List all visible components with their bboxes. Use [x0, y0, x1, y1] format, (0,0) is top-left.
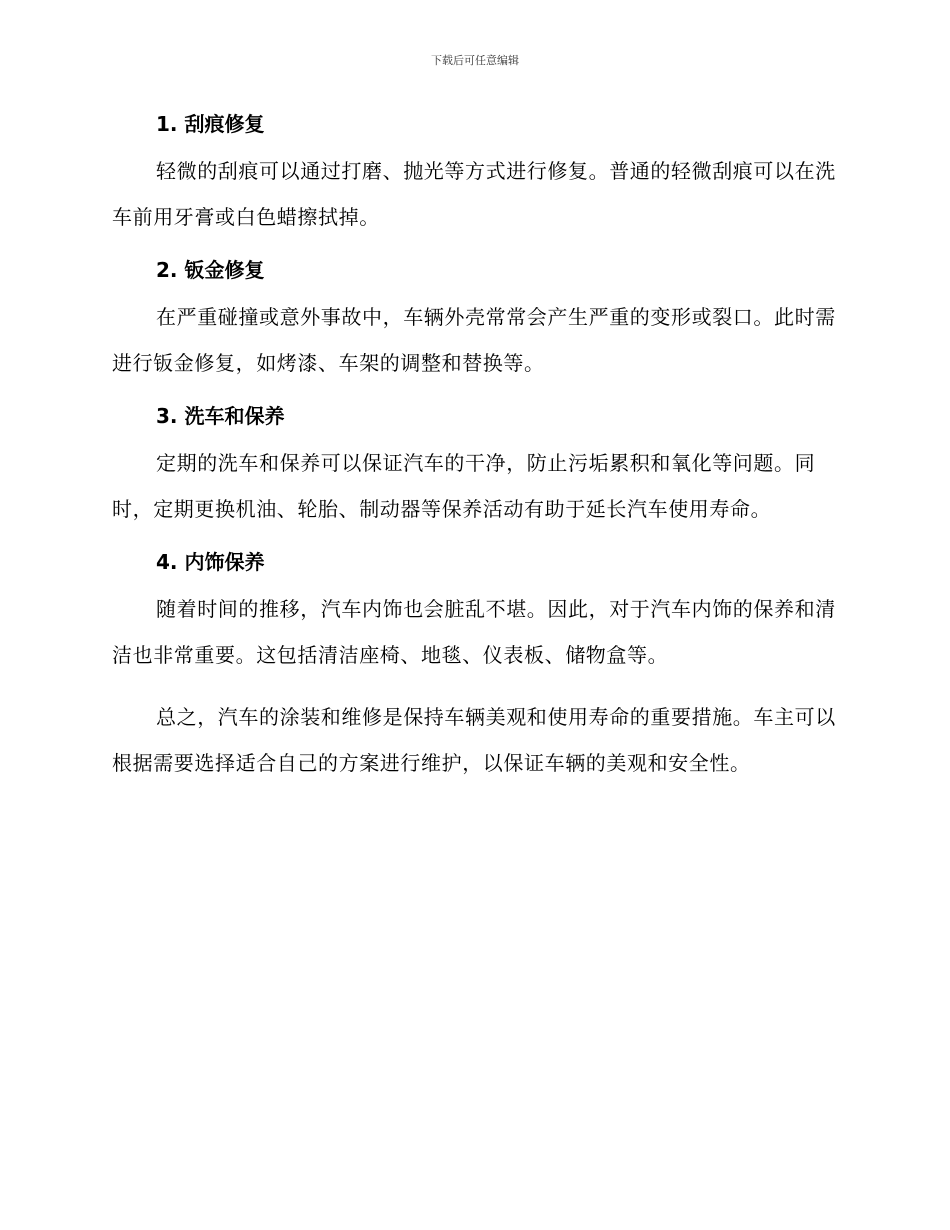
conclusion-paragraph: 总之，汽车的涂装和维修是保持车辆美观和使用寿命的重要措施。车主可以根据需要选择适合自己的方案进行维护，以保证车辆的美观和安全性。	[112, 705, 836, 775]
section-paragraph-sheet-metal-repair: 在严重碰撞或意外事故中，车辆外壳常常会产生严重的变形或裂口。此时需进行钣金修复，如烤漆、车架的调整和替换等。	[112, 305, 836, 375]
section-heading-washing-maintenance: 3. 洗车和保养	[156, 404, 285, 428]
section-heading-scratch-repair: 1. 刮痕修复	[156, 112, 265, 136]
page-header: 下载后可任意编辑	[431, 54, 519, 67]
section-paragraph-interior-care: 随着时间的推移，汽车内饰也会脏乱不堪。因此，对于汽车内饰的保养和清洁也非常重要。这包括清洁座椅、地毯、仪表板、储物盒等。	[112, 597, 836, 667]
section-heading-interior-care: 4. 内饰保养	[156, 550, 265, 574]
document-body	[112, 110, 838, 786]
section-paragraph-washing-maintenance: 定期的洗车和保养可以保证汽车的干净，防止污垢累积和氧化等问题。同时，定期更换机油、轮胎、制动器等保养活动有助于延长汽车使用寿命。	[112, 451, 816, 521]
section-paragraph-scratch-repair: 轻微的刮痕可以通过打磨、抛光等方式进行修复。普通的轻微刮痕可以在洗车前用牙膏或白色蜡擦拭掉。	[112, 159, 836, 229]
section-heading-sheet-metal-repair: 2. 钣金修复	[156, 258, 265, 282]
